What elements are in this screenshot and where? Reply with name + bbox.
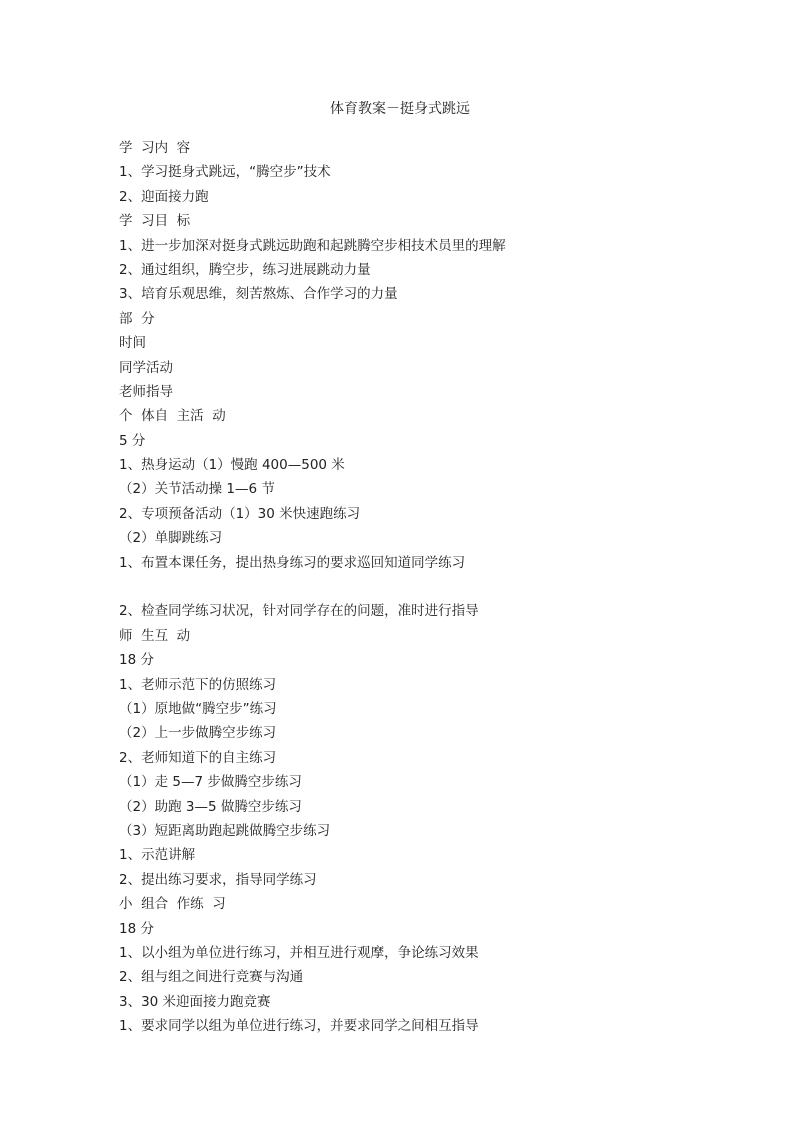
section-heading: 师 生互 动 (119, 627, 191, 644)
text-line: 1、学习挺身式跳远，“腾空步”技术 (119, 164, 331, 181)
section-heading: 个 体自 主活 动 (119, 408, 226, 425)
text-line: 同学活动 (119, 359, 173, 376)
text-line: 2、组与组之间进行竞赛与沟通 (119, 969, 304, 986)
duration-line: 5 分 (119, 432, 146, 449)
text-line: 2、通过组织，腾空步，练习进展跳动力量 (119, 261, 371, 278)
text-line: 2、检查同学练习状况，针对同学存在的问题，准时进行指导 (119, 603, 479, 620)
text-line: （2）关节活动操 1—6 节 (119, 481, 275, 498)
text-line: 2、提出练习要求，指导同学练习 (119, 871, 317, 888)
text-line: （1）原地做“腾空步”练习 (119, 700, 277, 717)
text-line: 时间 (119, 335, 146, 352)
text-line: 3、培育乐观思维，刻苦熬炼、合作学习的力量 (119, 286, 398, 303)
text-line: 2、老师知道下的自主练习 (119, 749, 277, 766)
duration-line: 18 分 (119, 920, 154, 937)
text-line: 1、进一步加深对挺身式跳远助跑和起跳腾空步相技术员里的理解 (119, 237, 506, 254)
section-heading: 学 习目 标 (119, 213, 191, 230)
section-heading: 小 组合 作练 习 (119, 896, 226, 913)
text-line: 1、示范讲解 (119, 847, 196, 864)
text-line: 1、布置本课任务，提出热身练习的要求巡回知道同学练习 (119, 554, 466, 571)
duration-line: 18 分 (119, 652, 154, 669)
text-line: 1、要求同学以组为单位进行练习，并要求同学之间相互指导 (119, 1018, 479, 1035)
text-line: 1、老师示范下的仿照练习 (119, 676, 277, 693)
text-line: （2）助跑 3—5 做腾空步练习 (119, 798, 302, 815)
text-line: （3）短距离助跑起跳做腾空步练习 (119, 822, 331, 839)
text-line: 1、热身运动（1）慢跑 400—500 米 (119, 457, 345, 474)
text-line: 1、以小组为单位进行练习，并相互进行观摩，争论练习效果 (119, 944, 479, 961)
text-line: （1）走 5—7 步做腾空步练习 (119, 774, 302, 791)
section-heading: 学 习内 容 (119, 140, 191, 156)
document-title: 体育教案－挺身式跳远 (330, 101, 470, 117)
text-line: （2）单脚跳练习 (119, 530, 223, 547)
text-line: 老师指导 (119, 383, 173, 400)
text-line: （2）上一步做腾空步练习 (119, 725, 277, 742)
text-line: 3、30 米迎面接力跑竞赛 (119, 993, 271, 1010)
document-body (119, 136, 759, 1038)
text-line: 2、迎面接力跑 (119, 188, 209, 205)
text-line: 2、专项预备活动（1）30 米快速跑练习 (119, 505, 361, 522)
section-heading: 部 分 (119, 310, 155, 327)
